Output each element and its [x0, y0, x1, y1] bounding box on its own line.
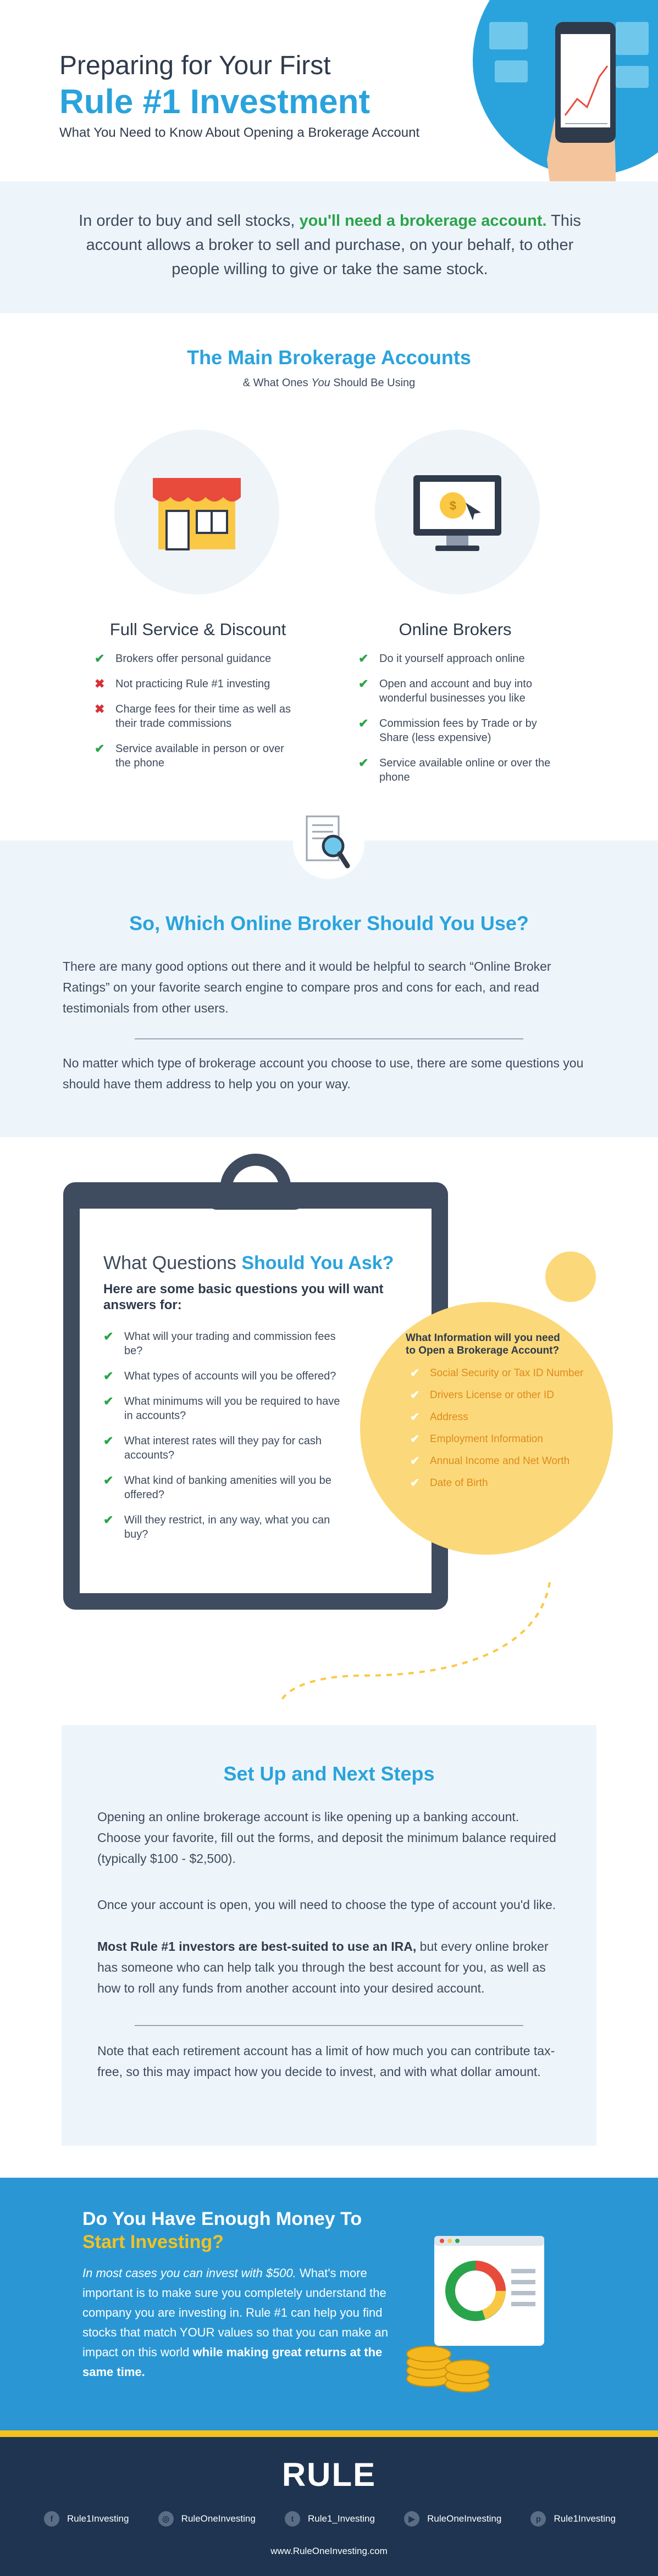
check-icon: ✔ [410, 1389, 420, 1401]
list-item-text: Social Security or Tax ID Number [430, 1367, 584, 1379]
list-item-text: Commission fees by Trade or by Share (less expensive) [379, 717, 537, 744]
check-icon: ✔ [410, 1411, 420, 1423]
social-link[interactable] [404, 2511, 501, 2527]
social-label: RuleOneInvesting [181, 2513, 256, 2524]
header-title-line2: Rule #1 Investment [59, 83, 371, 121]
money-text: In most cases you can invest with $500. What's more important is to make sure you completely understand the company you are investing in. Rule #1 can help you find stocks that match YOUR values so that you can make an impact on this world while making great returns at the same time. [82, 2266, 388, 2379]
list-item [95, 652, 298, 666]
footer-url[interactable]: www.RuleOneInvesting.com [270, 2546, 388, 2556]
document-search-icon [301, 812, 356, 872]
info-needed-title: What Information will you need to Open a Brokerage Account? [406, 1332, 560, 1356]
check-icon: ✔ [95, 652, 105, 665]
list-item-text: Service available in person or over the phone [115, 743, 284, 769]
list-item-text: What will your trading and commission fees be? [124, 1331, 336, 1357]
list-item [103, 1394, 345, 1423]
list-item [358, 677, 562, 705]
check-icon: ✔ [103, 1394, 114, 1408]
list-item [410, 1455, 586, 1467]
cross-icon: ✖ [95, 677, 105, 691]
list-item-text: Employment Information [430, 1433, 543, 1445]
decorative-small-circle [545, 1251, 596, 1302]
which-broker-para1: There are many good options out there and it would be helpful to search “Online Broker Ratings” on your favorite search engine to compare pros and cons for each, and read testimonials from other users. [63, 959, 551, 1015]
list-item [95, 702, 298, 731]
social-link[interactable] [158, 2511, 256, 2527]
check-icon: ✔ [95, 742, 105, 755]
check-icon: ✔ [410, 1477, 420, 1489]
dashboard-coins-illustration [401, 2230, 566, 2406]
list-item-text: What types of accounts will you be offered? [124, 1370, 336, 1382]
money-title-line1: Do You Have Enough Money To [82, 2208, 362, 2229]
header-subtitle: What You Need to Know About Opening a Brokerage Account [59, 125, 420, 140]
list-item-text: Service available online or over the phone [379, 757, 551, 783]
list-item [103, 1513, 345, 1542]
list-item [103, 1329, 345, 1358]
social-label: RuleOneInvesting [427, 2513, 502, 2524]
check-icon: ✔ [103, 1329, 114, 1343]
dashed-connector [275, 1582, 561, 1714]
divider [135, 2025, 523, 2026]
check-icon: ✔ [410, 1433, 420, 1445]
full-service-title: Full Service & Discount [109, 620, 286, 639]
main-accounts-subtitle: & What Ones You Should Be Using [242, 377, 416, 389]
list-item [358, 756, 562, 785]
phone-screen [561, 34, 610, 127]
footer-logo: RULE [281, 2456, 377, 2493]
store-icon [147, 467, 246, 555]
list-item-text: What kind of banking amenities will you be offered? [124, 1475, 331, 1501]
facebook-icon: f [44, 2511, 59, 2527]
pinterest-icon: p [530, 2511, 546, 2527]
online-brokers-title: Online Brokers [399, 620, 512, 639]
check-icon: ✔ [103, 1513, 114, 1527]
list-item-text: What minimums will you be required to have in accounts? [124, 1395, 340, 1422]
main-accounts-title: The Main Brokerage Accounts [187, 346, 471, 369]
list-item-text: Will they restrict, in any way, what you can buy? [124, 1514, 330, 1540]
online-brokers-list [358, 652, 562, 795]
check-icon: ✔ [358, 677, 369, 691]
check-icon: ✔ [410, 1367, 420, 1379]
social-label: Rule1Investing [67, 2513, 129, 2524]
list-item [103, 1434, 345, 1462]
social-link[interactable] [530, 2511, 615, 2527]
check-icon: ✔ [358, 652, 369, 665]
list-item-text: Address [430, 1411, 468, 1423]
list-item-text: Not practicing Rule #1 investing [115, 678, 270, 690]
list-item [410, 1367, 586, 1379]
divider [135, 1038, 523, 1039]
money-title-line2: Start Investing? [82, 2232, 224, 2252]
list-item [410, 1477, 586, 1489]
list-item [410, 1389, 586, 1401]
screen-decoration [616, 66, 649, 88]
questions-list [103, 1329, 345, 1553]
list-item-text: What interest rates will they pay for cash accounts? [124, 1435, 322, 1461]
steps-para2: Once your account is open, you will need to choose the type of account you'd like. [97, 1898, 556, 1912]
computer-icon [408, 470, 507, 558]
social-links [44, 2511, 616, 2527]
instagram-icon: ◎ [158, 2511, 174, 2527]
check-icon: ✔ [103, 1434, 114, 1448]
header-title-line1: Preparing for Your First [59, 51, 331, 80]
which-broker-para2: No matter which type of brokerage account you choose to use, there are some questions you should have them address to help you on your way. [63, 1056, 584, 1091]
list-item-text: Annual Income and Net Worth [430, 1455, 570, 1467]
check-icon: ✔ [358, 756, 369, 770]
steps-para4: Note that each retirement account has a limit of how much you can contribute tax-free, so this may impact how you decide to invest, and with what dollar amount. [97, 2044, 555, 2079]
twitter-icon: t [285, 2511, 300, 2527]
check-icon: ✔ [103, 1473, 114, 1487]
youtube-icon: ▶ [404, 2511, 419, 2527]
list-item-text: Brokers offer personal guidance [115, 653, 272, 665]
list-item [358, 652, 562, 666]
svg-text:$: $ [449, 499, 457, 513]
social-link[interactable] [44, 2511, 129, 2527]
steps-title: Set Up and Next Steps [223, 1762, 435, 1785]
intro-text: In order to buy and sell stocks, you'll need a brokerage account. This account allows a broker to sell and purchase, on your behalf, to other people willing to give or take the same stock. [79, 212, 581, 278]
list-item [95, 677, 298, 691]
list-item-text: Date of Birth [430, 1477, 488, 1489]
questions-title: What Questions Should You Ask? [103, 1253, 394, 1273]
list-item [103, 1369, 345, 1383]
list-item [103, 1473, 345, 1502]
screen-decoration [495, 60, 528, 82]
clipboard-clip-bar [208, 1182, 303, 1210]
which-broker-title: So, Which Online Broker Should You Use? [129, 912, 529, 934]
list-item-text: Open and account and buy into wonderful businesses you like [379, 678, 532, 704]
list-item [95, 742, 298, 770]
social-link[interactable] [285, 2511, 375, 2527]
phone-illustration [451, 0, 658, 181]
list-item-text: Drivers License or other ID [430, 1389, 554, 1401]
screen-decoration [489, 22, 528, 49]
questions-intro: Here are some basic questions you will want answers for: [103, 1282, 384, 1312]
intro-highlight: you'll need a brokerage account. [299, 212, 547, 230]
steps-para3: Most Rule #1 investors are best-suited to use an IRA, but every online broker has someone who can help talk you through the best account for you, as well as how to roll any funds from another account into your desired account. [97, 1939, 549, 1995]
social-label: Rule1_Investing [308, 2513, 375, 2524]
info-needed-list [410, 1367, 586, 1499]
check-icon: ✔ [103, 1369, 114, 1383]
cross-icon: ✖ [95, 702, 105, 716]
list-item [358, 716, 562, 745]
list-item-text: Charge fees for their time as well as their trade commissions [115, 703, 291, 730]
gold-divider [0, 2430, 658, 2437]
steps-section [62, 1725, 596, 2146]
check-icon: ✔ [358, 716, 369, 730]
social-label: Rule1Investing [554, 2513, 616, 2524]
steps-para1: Opening an online brokerage account is like opening up a banking account. Choose your favorite, fill out the forms, and deposit the minimum balance required (typically $100 - $2,500). [97, 1810, 556, 1866]
screen-decoration [616, 22, 649, 55]
list-item [410, 1433, 586, 1445]
full-service-list [95, 652, 298, 781]
check-icon: ✔ [410, 1455, 420, 1467]
list-item-text: Do it yourself approach online [379, 653, 525, 665]
list-item [410, 1411, 586, 1423]
